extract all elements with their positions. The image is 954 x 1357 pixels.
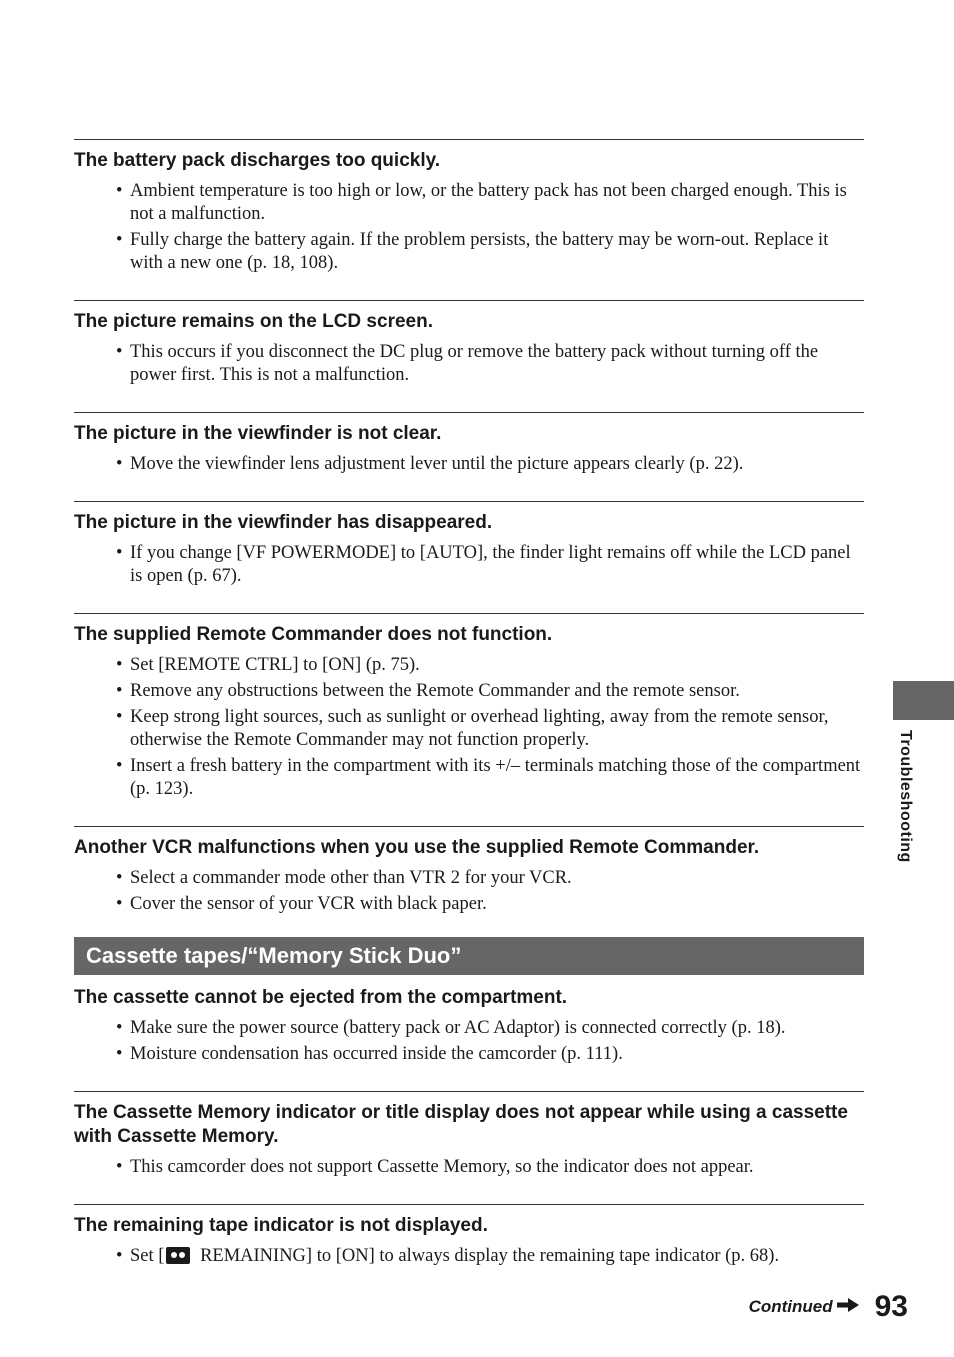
troubleshooting-section (74, 139, 864, 275)
section-heading: The supplied Remote Commander does not function. (74, 624, 553, 645)
bullet-item: • Select a commander mode other than VTR 2 for your VCR. (130, 867, 864, 890)
continued-label: Continued (748, 1297, 833, 1316)
bullet-list (74, 180, 864, 275)
bullet-list (74, 1156, 864, 1179)
bullet-item: • Remove any obstructions between the Remote Commander and the remote sensor. (130, 680, 864, 703)
troubleshooting-section (74, 412, 864, 476)
troubleshooting-list (74, 139, 864, 916)
bullet-list (74, 1245, 864, 1268)
bullet-list (74, 1017, 864, 1066)
bullet-item: • Cover the sensor of your VCR with black paper. (130, 893, 864, 916)
section-remaining-tape (74, 1204, 864, 1268)
arrow-right-icon (837, 1298, 859, 1317)
section-band-cassette: Cassette tapes/“Memory Stick Duo” (74, 937, 864, 975)
bullet-list (74, 453, 864, 476)
cassette-troubleshooting-list (74, 986, 864, 1179)
cassette-tape-icon (166, 1247, 190, 1264)
bullet-item: • Moisture condensation has occurred inside the camcorder (p. 111). (130, 1043, 864, 1066)
bullet-item: • This occurs if you disconnect the DC plug or remove the battery pack without turning off the power first. This is not a malfunction. (130, 341, 864, 387)
chapter-tab (893, 681, 954, 720)
bullet-item: • Ambient temperature is too high or low, or the battery pack has not been charged enough. This is not a malfunction. (130, 180, 864, 226)
bullet-item: • If you change [VF POWERMODE] to [AUTO], the finder light remains off while the LCD panel is open (p. 67). (130, 542, 864, 588)
bullet-text-prefix: Set [ (130, 1246, 165, 1266)
bullet-list (74, 867, 864, 916)
bullet-text-suffix: REMAINING] to [ON] to always display the remaining tape indicator (p. 68). (195, 1246, 780, 1266)
chapter-label: Troubleshooting (897, 730, 914, 863)
page-number: 93 (874, 1290, 908, 1323)
bullet-item: • Move the viewfinder lens adjustment lever until the picture appears clearly (p. 22). (130, 453, 864, 476)
section-heading: The Cassette Memory indicator or title display does not appear while using a cassette with Cassette Memory. (74, 1102, 848, 1147)
section-heading: The battery pack discharges too quickly. (74, 150, 441, 171)
section-heading: The picture in the viewfinder is not clear. (74, 423, 442, 444)
section-heading: The cassette cannot be ejected from the compartment. (74, 987, 568, 1008)
section-heading: The picture in the viewfinder has disappeared. (74, 512, 493, 533)
troubleshooting-section (74, 501, 864, 588)
page-footer (749, 1290, 908, 1324)
bullet-item: • This camcorder does not support Cassette Memory, so the indicator does not appear. (130, 1156, 864, 1179)
bullet-item: • Make sure the power source (battery pack or AC Adaptor) is connected correctly (p. 18). (130, 1017, 864, 1040)
bullet-item: • Set [REMOTE CTRL] to [ON] (p. 75). (130, 654, 864, 677)
page-content (74, 139, 864, 1271)
bullet-item: • Fully charge the battery again. If the problem persists, the battery may be worn-out. Replace it with a new one (p. 18, 108). (130, 229, 864, 275)
troubleshooting-section (74, 613, 864, 801)
section-heading: The remaining tape indicator is not displayed. (74, 1215, 488, 1236)
bullet-list (74, 542, 864, 588)
bullet-list (74, 654, 864, 801)
bullet-item: • Insert a fresh battery in the compartment with its +/– terminals matching those of the compartment (p. 123). (130, 755, 864, 801)
bullet-item: • Keep strong light sources, such as sunlight or overhead lighting, away from the remote sensor, otherwise the Remote Commander may not function properly. (130, 706, 864, 752)
troubleshooting-section (74, 986, 864, 1066)
bullet-list (74, 341, 864, 387)
troubleshooting-section (74, 1091, 864, 1179)
troubleshooting-section (74, 300, 864, 387)
section-heading: The picture remains on the LCD screen. (74, 311, 433, 332)
section-heading: Another VCR malfunctions when you use the supplied Remote Commander. (74, 837, 760, 858)
bullet-item (130, 1245, 864, 1268)
troubleshooting-section (74, 826, 864, 916)
